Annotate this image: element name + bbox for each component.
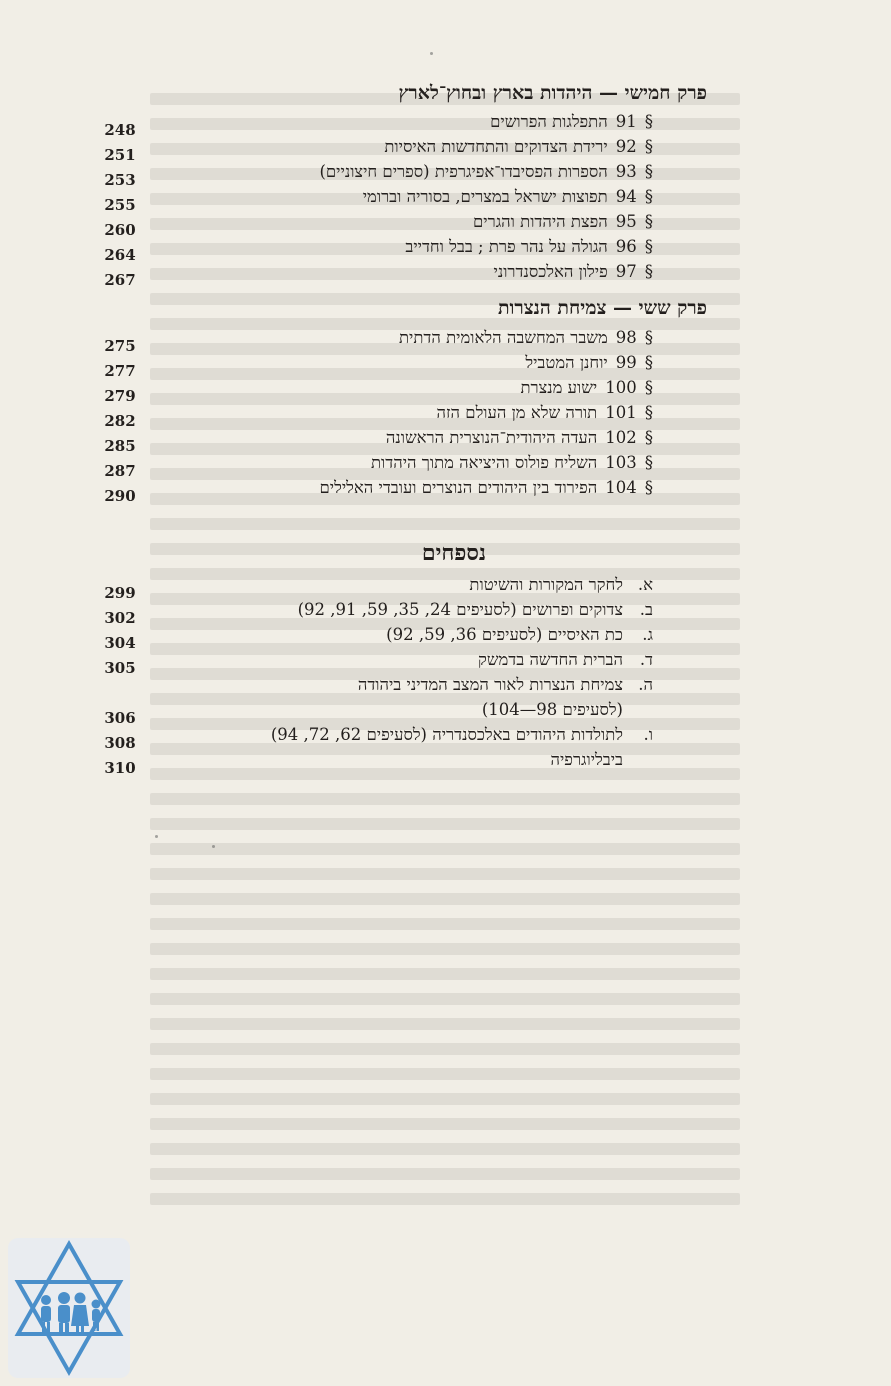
appendix-letter: ב. — [639, 600, 653, 619]
chapter6-heading: פרק ששי — צמיחת הנצרות — [497, 297, 707, 319]
section-number: 91 — [615, 112, 637, 131]
section-number: 95 — [615, 212, 637, 231]
appendix-title: הברית החדשה בדמשק — [478, 650, 623, 669]
page-number: 310 — [104, 759, 136, 777]
section-mark: § — [644, 237, 653, 256]
section-mark: § — [644, 403, 653, 422]
section-mark: § — [644, 112, 653, 131]
entry-title: הפירוד בין היהודים הנוצרים ועובדי האלילים — [319, 478, 598, 497]
star-of-david-family-icon — [8, 1238, 130, 1378]
section-mark: § — [644, 187, 653, 206]
toc-entry — [525, 353, 653, 373]
appendix-letter: ג. — [642, 625, 653, 644]
entry-title: הספרות הפסיבדו־אפיגרפית (ספרים חיצוניים) — [319, 162, 608, 181]
section-mark: § — [644, 478, 653, 497]
toc-entry — [371, 453, 653, 473]
section-number: 103 — [605, 453, 637, 472]
page-number: 282 — [104, 412, 136, 430]
page-number: 248 — [104, 121, 136, 139]
section-mark: § — [644, 162, 653, 181]
entry-title: התפלגות הפרושים — [490, 112, 608, 131]
appendix-title: לחקר המקורות והשיטות — [469, 575, 623, 594]
section-number: 92 — [615, 137, 637, 156]
page-number: 285 — [104, 437, 136, 455]
toc-entry — [399, 328, 653, 348]
entry-title: משבר המחשבה הלאומית הדתית — [398, 328, 608, 347]
page-number: 308 — [104, 734, 136, 752]
page-number: 306 — [104, 709, 136, 727]
toc-entry — [363, 187, 653, 207]
entry-title: יוחנן המטביל — [525, 353, 608, 372]
section-number: 99 — [615, 353, 637, 372]
page-number: 299 — [104, 584, 136, 602]
appendix-letter: ה. — [638, 675, 653, 694]
entry-title: תורה שלא מן העולם הזה — [436, 403, 598, 422]
section-mark: § — [644, 328, 653, 347]
entry-title: העדה היהודית־הנוצרית הראשונה — [385, 428, 598, 447]
logo-svg — [8, 1238, 130, 1378]
appendix-title-continued: (לסעיפים 98—104) — [481, 700, 623, 719]
entry-title: פילון האלכסנדרוני — [493, 262, 608, 281]
chapter5-heading: פרק חמישי — היהדות בארץ ובחוץ־לארץ — [398, 82, 707, 104]
toc-entry — [320, 478, 654, 498]
page-number: 277 — [104, 362, 136, 380]
section-number: 93 — [615, 162, 637, 181]
entry-title: תפוצות ישראל במצרים, בסוריה וברומי — [362, 187, 608, 206]
section-number: 97 — [615, 262, 637, 281]
page-number: 305 — [104, 659, 136, 677]
section-mark: § — [644, 137, 653, 156]
appendix-title: צמיחת הנצרות לאור המצב המדיני ביהודה — [357, 675, 623, 694]
appendix-title: ביבליוגרפיה — [550, 750, 623, 769]
page-number: 279 — [104, 387, 136, 405]
page-number: 302 — [104, 609, 136, 627]
appendix-letter: ד. — [639, 650, 653, 669]
speck — [430, 52, 433, 55]
toc-entry — [473, 212, 653, 232]
section-mark: § — [644, 262, 653, 281]
toc-entry — [386, 428, 653, 448]
toc-entry — [494, 262, 654, 282]
section-mark: § — [644, 453, 653, 472]
page-number: 260 — [104, 221, 136, 239]
entry-title: הפצת היהדות והגרים — [473, 212, 608, 231]
page-number: 255 — [104, 196, 136, 214]
appendices-heading: נספחים — [421, 540, 486, 566]
page-number: 253 — [104, 171, 136, 189]
page-number: 275 — [104, 337, 136, 355]
entry-title: ירידת הצדוקים והתחדשות האיסיות — [384, 137, 608, 156]
section-mark: § — [644, 428, 653, 447]
section-number: 104 — [605, 478, 637, 497]
toc-entry — [405, 237, 653, 257]
speck — [212, 845, 215, 848]
toc-entry — [520, 378, 653, 398]
appendix-letter: א. — [637, 575, 653, 594]
section-mark: § — [644, 212, 653, 231]
appendix-title: כת האיסיים (לסעיפים 36, 59, 92) — [386, 625, 623, 644]
page-number: 290 — [104, 487, 136, 505]
section-number: 96 — [615, 237, 637, 256]
entry-title: הגולה על נהר פרת ; בבל וחדייב — [405, 237, 608, 256]
page-number: 251 — [104, 146, 136, 164]
page-number: 304 — [104, 634, 136, 652]
section-number: 101 — [605, 403, 637, 422]
toc-entry — [490, 112, 653, 132]
section-mark: § — [644, 353, 653, 372]
toc-entry — [319, 162, 653, 182]
section-mark: § — [644, 378, 653, 397]
section-number: 94 — [615, 187, 637, 206]
appendix-letter: ו. — [643, 725, 653, 744]
section-number: 100 — [605, 378, 637, 397]
section-number: 102 — [605, 428, 637, 447]
page-number: 287 — [104, 462, 136, 480]
page-number: 267 — [104, 271, 136, 289]
entry-title: ישוע מנצרת — [520, 378, 598, 397]
section-number: 98 — [615, 328, 637, 347]
toc-entry — [436, 403, 653, 423]
appendix-title: צדוקים ופרושים (לסעיפים 24, 35, 59, 91, 92) — [297, 600, 623, 619]
page-number: 264 — [104, 246, 136, 264]
appendix-title: לתולדות היהודים באלכסנדריה (לסעיפים 62, 72, 94) — [270, 725, 623, 744]
toc-entry — [384, 137, 653, 157]
speck — [155, 835, 158, 838]
entry-title: השליח פולוס והיציאה מתוך היהדות — [370, 453, 598, 472]
